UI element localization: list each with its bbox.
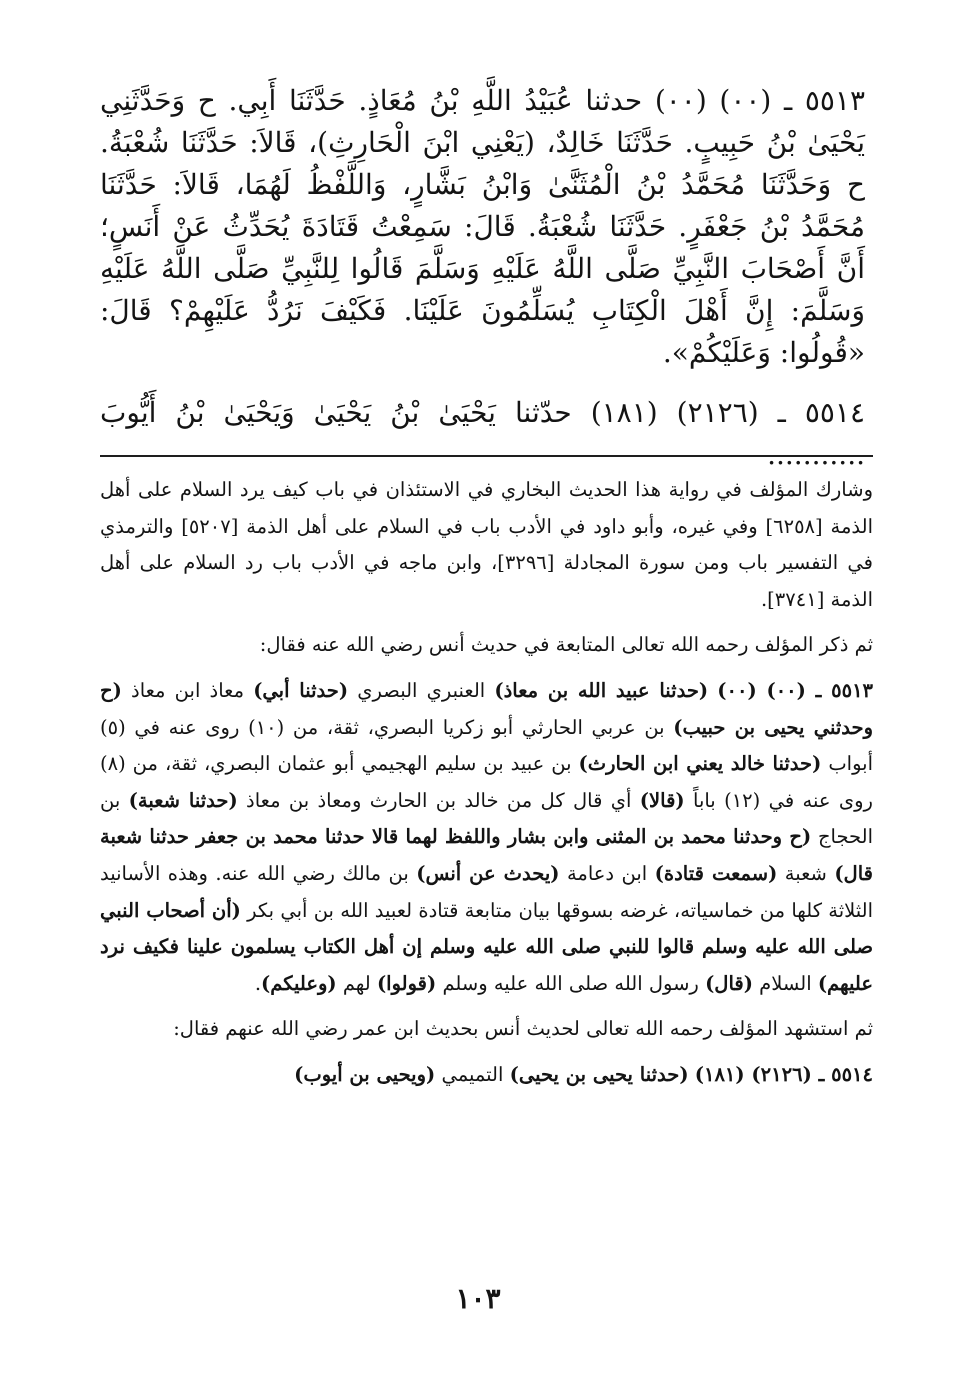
commentary-text: لهم bbox=[342, 971, 371, 995]
commentary-section bbox=[100, 472, 873, 1094]
commentary-paragraph-witness: ثم استشهد المؤلف رحمه الله تعالى لحديث أنس بحديث ابن عمر رضي الله عنهم فقال: bbox=[173, 1017, 873, 1041]
hadith-number: ٥٥١٣ ـ (٠٠) (٠٠) bbox=[717, 678, 874, 702]
page-number: ١٠٣ bbox=[455, 1282, 501, 1315]
hadith-quote: (قولوا) bbox=[376, 971, 437, 995]
commentary-paragraph-sources: وشارك المؤلف في رواية هذا الحديث البخاري في الاستئذان في باب كيف يرد السلام على أهل الذمة [٦٢٥٨] وفي غيره، وأبو داود في الأدب باب في السلام على أهل الذمة [٥٢٠٧] والترمذي في التفسير باب ومن سورة المجادلة [٣٢٩٦]، وابن ماجه في الأدب باب رد السلام على أهل الذمة [٣٧٤١]. bbox=[100, 478, 874, 611]
narrator-quote: (سمعت قتادة) bbox=[654, 861, 778, 885]
hadith-quote: (أن أصحاب النبي صلى الله عليه وسلم قالوا للنبي صلى الله عليه وسلم إن أهل الكتاب يسلمون علينا فكيف نرد عليهم) bbox=[100, 898, 873, 995]
narrator-quote: (حدثنا شعبة) bbox=[128, 788, 238, 812]
commentary-text: رسول الله صلى الله عليه وسلم bbox=[442, 971, 699, 995]
narrator-quote: (قالا) bbox=[639, 788, 685, 812]
commentary-text: العنبري البصري bbox=[357, 678, 486, 702]
narrator-quote: (ح وحدثنا محمد بن المثنى وابن بشار واللفظ لهما قالا حدثنا محمد بن جعفر حدثنا شعبة قال) bbox=[100, 825, 873, 885]
commentary-text: بن مالك رضي الله عنه. وهذه الأسانيد الثلاثة كلها من خماسياته، غرضه بسوقها بيان متابعة قتادة لعبيد الله بن أبي بكر bbox=[100, 861, 873, 922]
narrator-quote: (حدثنا عبيد الله بن معاذ) bbox=[494, 678, 709, 702]
commentary-paragraph-isnad-5514 bbox=[100, 1057, 873, 1094]
commentary-text: بن عربي الحارثي أبو زكريا البصري، ثقة، من (١٠) روى عنه في (٥) أبواب bbox=[100, 715, 874, 776]
commentary-text: السلام bbox=[759, 971, 812, 995]
narrator-quote: (حدثنا أبي) bbox=[253, 678, 349, 702]
commentary-text: أي قال كل من خالد بن الحارث ومعاذ بن معاذ bbox=[246, 788, 632, 812]
commentary-text: ابن دعامة bbox=[566, 861, 648, 885]
commentary-text: التميمي bbox=[441, 1062, 504, 1086]
commentary-paragraph-isnad bbox=[100, 673, 873, 1002]
hadith-quote: (وعليكم) bbox=[261, 971, 337, 995]
commentary-text: بن الحجاج bbox=[100, 788, 874, 849]
narrator-quote: (ويحيى بن أيوب) bbox=[294, 1062, 436, 1086]
commentary-text: شعبة bbox=[784, 861, 827, 885]
narrator-quote: (قال) bbox=[705, 971, 753, 995]
hadith-5514-text: ٥٥١٤ ـ (٢١٢٦) (١٨١) حدّثنا يَحْيَىٰ بْنُ يَحْيَىٰ وَيَحْيَىٰ بْنُ أَيُّوبَ ........... bbox=[100, 396, 865, 471]
hadith-number: ٥٥١٤ ـ (٢١٢٦) (١٨١) bbox=[694, 1062, 873, 1086]
commentary-text: بن عبيد بن سليم الهجيمي أبو عثمان البصري، ثقة، من (٨) روى عنه في (١٢) باباً bbox=[100, 752, 873, 812]
commentary-paragraph-intro: ثم ذكر المؤلف رحمه الله تعالى المتابعة في حديث أنس رضي الله عنه فقال: bbox=[259, 633, 873, 657]
commentary-text: . bbox=[254, 971, 262, 995]
hadith-5513-text: ٥٥١٣ ـ (٠٠) (٠٠) حدثنا عُبَيْدُ اللَّهِ بْنُ مُعَاذٍ. حَدَّثَنَا أَبِي. ح وَحَدَّثَنِي يَحْيَىٰ بْنُ حَبِيبٍ. حَدَّثَنَا خَالِدٌ، (يَعْنِي ابْنَ الْحَارِثِ)، قَالاَ: حَدَّثَنَا شُعْبَةُ. ح وَحَدَّثَنَا مُحَمَّدُ بْنُ الْمُثَنَّىٰ وَابْنُ بَشَّارٍ، وَاللَّفْظُ لَهُمَا، قَالاَ: حَدَّثَنَا مُحَمَّدُ بْنُ جَعْفَرٍ. حَدَّثَنَا شُعْبَةُ. قَالَ: سَمِعْتُ قَتَادَةَ يُحَدِّثُ عَنْ أَنَسٍ؛ أَنَّ أَصْحَابَ النَّبِيِّ صَلَّى اللَّهُ عَلَيْهِ وَسَلَّمَ قَالُوا لِلنَّبِيِّ صَلَّى اللَّهُ عَلَيْهِ وَسَلَّمَ: إِنَّ أَهْلَ الْكِتَابِ يُسَلِّمُونَ عَلَيْنَا. فَكَيْفَ نَرُدُّ عَلَيْهِمْ؟ قَالَ: «قُولُوا: وَعَلَيْكُمْ». bbox=[100, 84, 865, 369]
narrator-quote: (حدثنا يحيى بن يحيى) bbox=[509, 1062, 689, 1086]
narrator-quote: (يحدث عن أنس) bbox=[416, 861, 560, 885]
matn-section bbox=[100, 80, 865, 476]
commentary-text: معاذ ابن معاذ bbox=[131, 678, 245, 702]
narrator-quote: (ح وحدثني يحيى بن حبيب) bbox=[100, 678, 873, 739]
footnote-divider bbox=[100, 455, 873, 457]
narrator-quote: (حدثنا خالد يعني ابن الحارث) bbox=[578, 752, 822, 776]
